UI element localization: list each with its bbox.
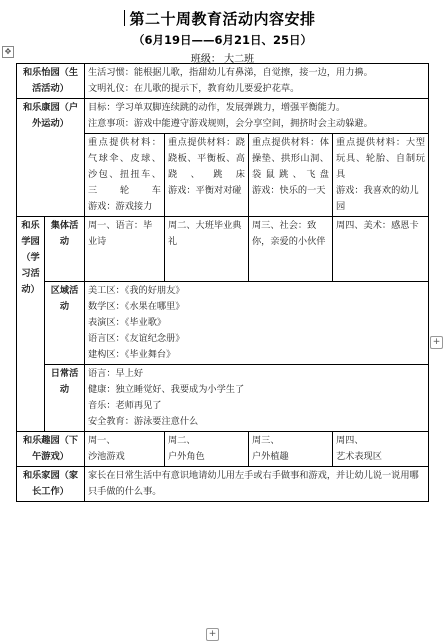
row-life: [17, 64, 429, 99]
garden-fun-name: 和乐趣园（下午游戏）: [17, 432, 85, 467]
fun-day: 周二、: [168, 435, 196, 446]
row-study-daily: [17, 365, 429, 432]
area-item: 语言区：《友谊纪念册》: [88, 333, 185, 344]
study-group-name: 集体活动: [45, 217, 85, 282]
group-activity: 周二、大班毕业典礼: [168, 220, 242, 247]
fun-cell[interactable]: [165, 432, 249, 467]
area-item: 数学区：《水果在哪里》: [88, 301, 185, 312]
group-activity-cell[interactable]: [249, 217, 333, 282]
fun-game: 户外植趣: [252, 451, 289, 462]
sport-material-cell[interactable]: [165, 134, 249, 217]
group-activity-cell[interactable]: [333, 217, 429, 282]
fun-game: 艺术表现区: [336, 451, 382, 462]
daily-item: 语言：早上好: [88, 368, 144, 379]
group-activity-cell[interactable]: [165, 217, 249, 282]
fun-game: 沙池游戏: [88, 451, 125, 462]
garden-sport-name: 和乐康园（户外运动）: [17, 99, 85, 217]
add-row-plus-icon[interactable]: +: [206, 628, 219, 641]
life-line: 生活习惯：能根据儿歌，指甜幼儿有鼻涕，自觉擦，接一边，用力擤。: [88, 67, 373, 78]
sport-material-cell[interactable]: [333, 134, 429, 217]
fun-game: 户外角色: [168, 451, 205, 462]
material-list: 重点提供材料：大型玩具、轮胎、自制玩具: [336, 137, 425, 180]
material-game: 游戏：快乐的一天: [252, 185, 326, 196]
daily-item: 音乐：老师再见了: [88, 400, 162, 411]
garden-study-name: 和乐学园（学习活动）: [17, 217, 45, 432]
study-areas-name: 区域活动: [45, 282, 85, 365]
material-game: 游戏：我喜欢的幼儿园: [336, 185, 419, 212]
area-activity-cell[interactable]: [85, 282, 429, 365]
fun-cell[interactable]: [249, 432, 333, 467]
class-label: 班级： 大二班: [190, 54, 255, 65]
table-move-handle-icon[interactable]: ✥: [2, 46, 14, 58]
daily-item: 健康：独立睡觉好、我要成为小学生了: [88, 384, 245, 395]
sport-line: 注意事项：游戏中能遵守游戏规则，会分享空间，拥挤时会主动躲避。: [88, 118, 373, 129]
group-activity: 周四、美术：感恩卡: [336, 220, 419, 231]
material-game: 游戏：游戏接力: [88, 201, 153, 212]
group-activity: 周三、社会：致你，亲爱的小伙伴: [252, 220, 326, 247]
daily-item: 安全教育：游泳要注意什么: [88, 416, 199, 427]
material-list: 重点提供材料：气球伞、皮球、沙包、扭扭车、三轮车: [88, 137, 161, 196]
daily-activity-cell[interactable]: [85, 365, 429, 432]
page-margin: [0, 0, 14, 641]
row-study-group: [17, 217, 429, 282]
row-study-areas: [17, 282, 429, 365]
schedule-table: [16, 63, 429, 502]
fun-cell[interactable]: [85, 432, 165, 467]
material-game: 游戏：平衡对对碰: [168, 185, 242, 196]
material-list: 重点提供材料：体操垫、拱形山洞、袋鼠跳、飞盘: [252, 137, 329, 180]
study-daily-name: 日常活动: [45, 365, 85, 432]
group-activity: 周一、语言：毕业诗: [88, 220, 153, 247]
fun-day: 周一、: [88, 435, 116, 446]
add-column-plus-icon[interactable]: +: [430, 336, 443, 349]
life-line: 文明礼仪：在儿歌的提示下，教育幼儿要爱护花草。: [88, 83, 300, 94]
row-home: [17, 467, 429, 502]
area-item: 建构区：《毕业舞台》: [88, 349, 176, 360]
group-activity-cell[interactable]: [85, 217, 165, 282]
fun-cell[interactable]: [333, 432, 429, 467]
document-title: 第二十周教育活动内容安排: [129, 10, 316, 28]
fun-day: 周四、: [336, 435, 364, 446]
date-range: （6月19日——6月21日、25日）: [132, 33, 312, 47]
row-sport-goals: [17, 99, 429, 134]
row-fun: [17, 432, 429, 467]
fun-day: 周三、: [252, 435, 280, 446]
sport-line: 目标：学习单双脚连续跳的动作，发展弹跳力，增强平衡能力。: [88, 102, 346, 113]
sport-material-cell[interactable]: [249, 134, 333, 217]
area-item: 表演区：《毕业歌》: [88, 317, 167, 328]
garden-life-content[interactable]: [85, 64, 429, 99]
sport-material-cell[interactable]: [85, 134, 165, 217]
garden-sport-goals[interactable]: [85, 99, 429, 134]
garden-home-content[interactable]: 家长在日常生活中有意识地请幼儿用左手或右手做事和游戏，并让幼儿说一说用哪只手做的什么事。: [85, 467, 429, 502]
material-list: 重点提供材料：跷跷板、平衡板、高跷、跳床: [168, 137, 245, 180]
area-item: 美工区：《我的好朋友》: [88, 285, 185, 296]
garden-life-name: 和乐怡园（生活活动）: [17, 64, 85, 99]
garden-home-name: 和乐家园（家长工作）: [17, 467, 85, 502]
